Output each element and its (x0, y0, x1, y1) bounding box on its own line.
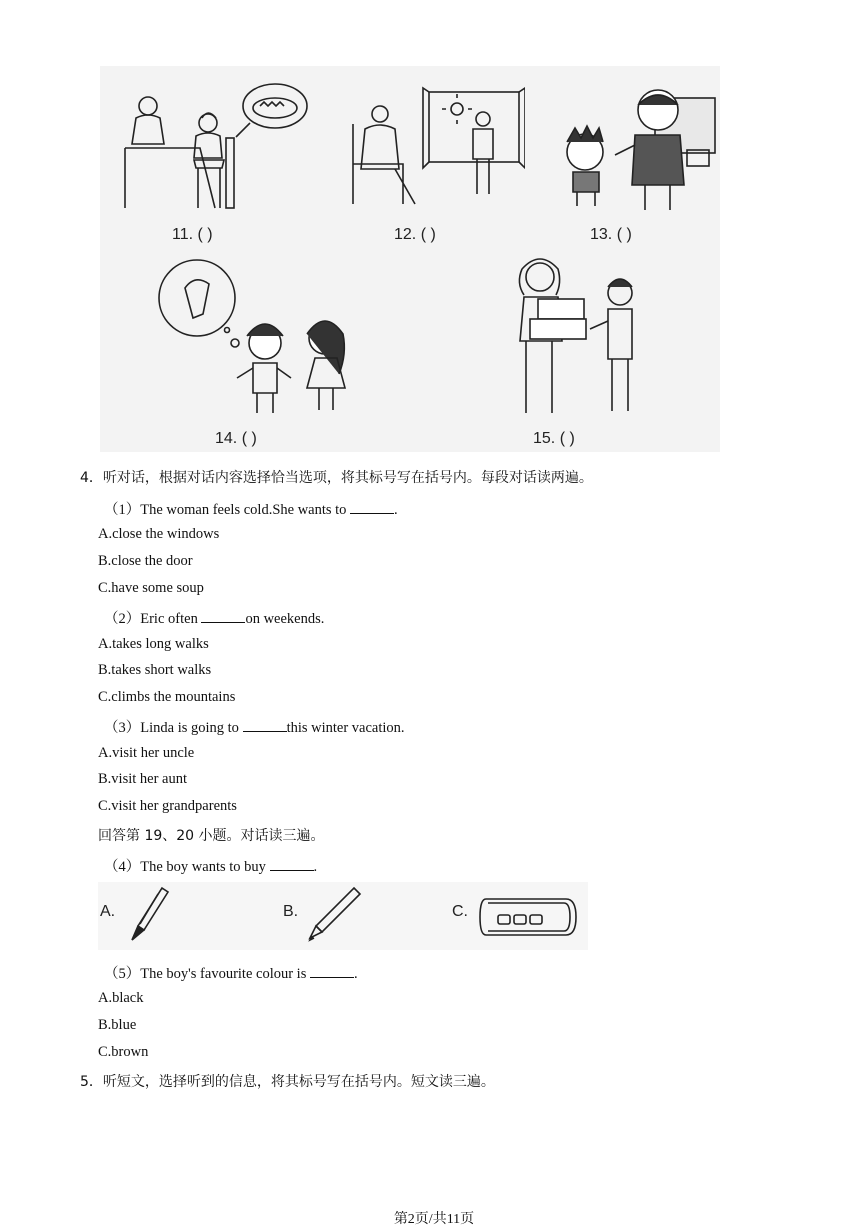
q4-item-5-option-b: B.blue (98, 1017, 137, 1033)
q4-item-5-stem (104, 962, 358, 983)
stem-text-end: on weekends. (245, 611, 325, 627)
q4-item-3-option-c: C.visit her grandparents (98, 798, 237, 814)
giving-boxes-picture (500, 255, 670, 420)
stem-text-end: . (313, 859, 318, 875)
item-4-label-c: C. (452, 903, 468, 920)
father-son-picture (555, 80, 725, 215)
pencil-icon (302, 884, 362, 944)
q4-item-3-option-a: A.visit her uncle (98, 745, 195, 761)
picture-15-label: 15. ( ) (533, 430, 575, 447)
stem-text-end: . (394, 502, 398, 518)
answer-blank (310, 965, 354, 978)
pencil-case-icon (478, 893, 578, 945)
stem-text: （4）The boy wants to buy (104, 859, 270, 875)
q4-item-5-option-c: C.brown (98, 1044, 149, 1060)
q4-item-1-option-a: A.close the windows (98, 526, 220, 542)
q4-item-2-option-b: B.takes short walks (98, 662, 212, 678)
q4-item-1-stem (104, 498, 398, 519)
q4-item-5-option-a: A.black (98, 990, 144, 1006)
item-4-label-b: B. (283, 903, 299, 920)
picture-12-label: 12. ( ) (394, 226, 436, 243)
picture-13-label: 13. ( ) (590, 226, 632, 243)
stem-text: （2）Eric often (104, 611, 202, 627)
window-scene-picture (345, 84, 525, 214)
stem-text: （5）The boy's favourite colour is (104, 966, 310, 982)
children-thinking-picture (155, 258, 365, 418)
stem-text: （1）The woman feels cold.She wants to (104, 502, 351, 518)
q4-item-1-option-c: C.have some soup (98, 580, 204, 596)
question-4-instruction: 4．听对话，根据对话内容选择恰当选项，将其标号写在括号内。每段对话读两遍。 (80, 470, 593, 486)
q4-item-4-stem (104, 855, 317, 876)
picture-11-label: 11. ( ) (172, 226, 213, 243)
answer-blank (270, 858, 314, 871)
stem-text: （3）Linda is going to (104, 720, 243, 736)
q4-sub-instruction: 回答第 19、20 小题。对话读三遍。 (98, 828, 325, 844)
fountain-pen-icon (122, 884, 172, 944)
answer-blank (243, 719, 287, 732)
q4-item-3-stem (104, 716, 405, 737)
restaurant-scene-picture (120, 78, 320, 218)
q4-item-2-option-a: A.takes long walks (98, 636, 209, 652)
item-4-label-a: A. (100, 903, 116, 920)
q4-item-2-stem (104, 607, 324, 628)
answer-blank (350, 501, 394, 514)
stem-text-end: this winter vacation. (286, 720, 405, 736)
stem-text-end: . (353, 966, 358, 982)
page-footer: 第2页/共11页 (393, 1212, 475, 1227)
q4-item-3-option-b: B.visit her aunt (98, 771, 188, 787)
picture-14-label: 14. ( ) (215, 430, 257, 447)
answer-blank (201, 610, 245, 623)
question-5-instruction: 5．听短文，选择听到的信息，将其标号写在括号内。短文读三遍。 (80, 1074, 495, 1090)
q4-item-1-option-b: B.close the door (98, 553, 193, 569)
q4-item-2-option-c: C.climbs the mountains (98, 689, 236, 705)
